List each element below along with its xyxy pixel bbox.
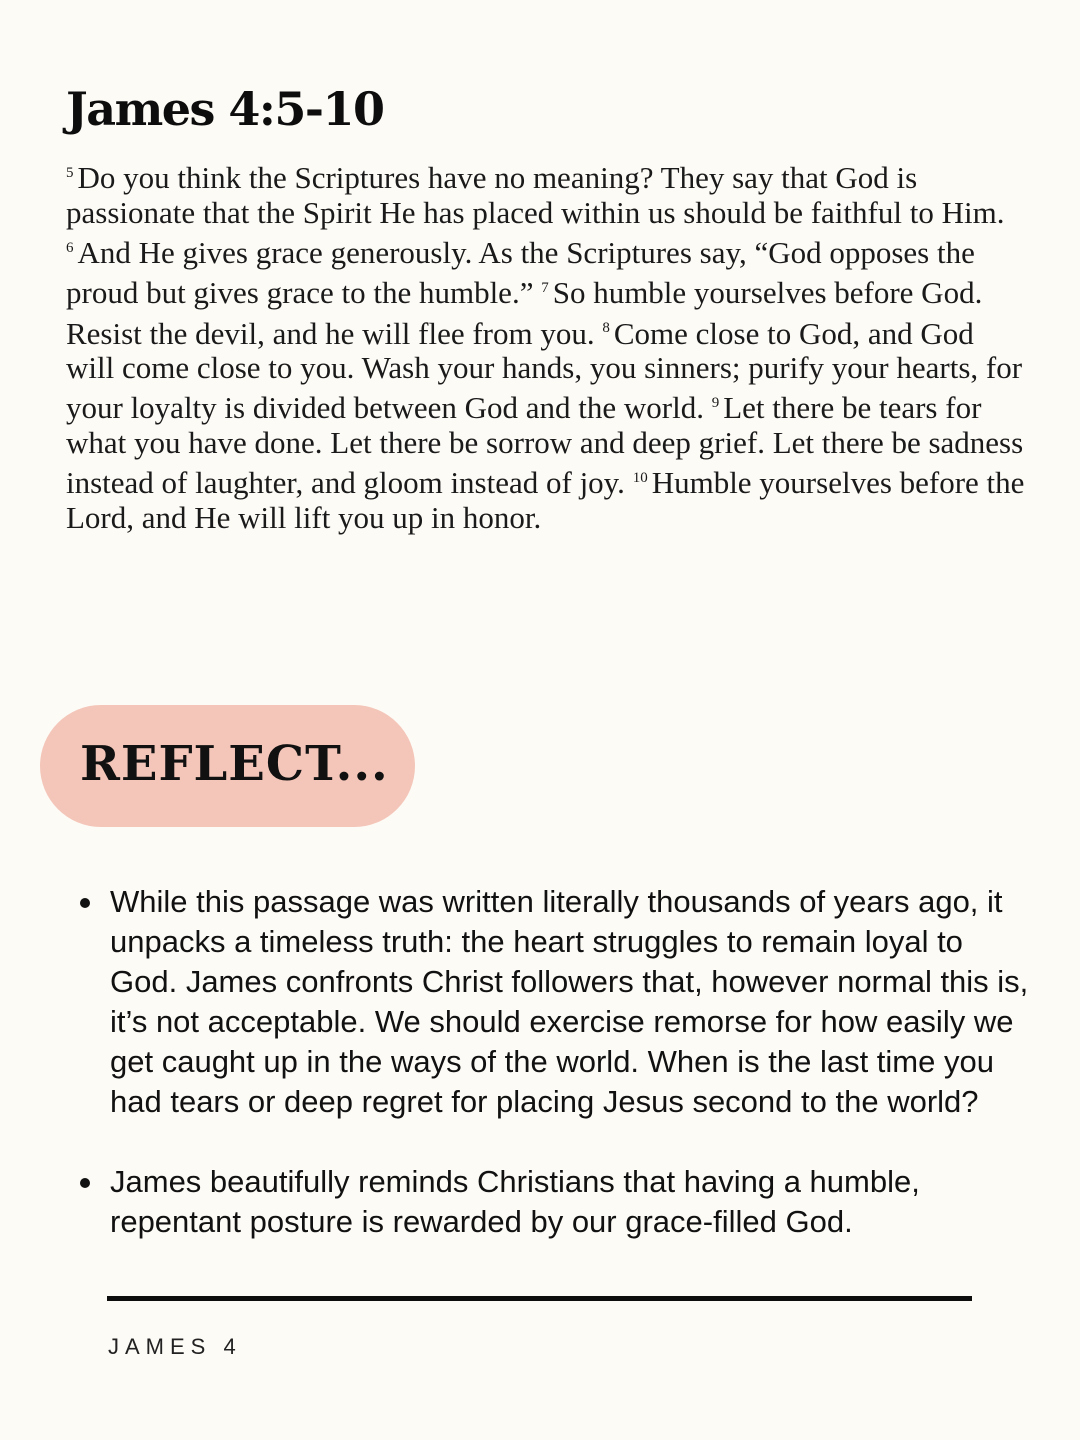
verse-number: 10 [632, 470, 648, 487]
divider [107, 1296, 972, 1301]
reflect-heading: REFLECT... [80, 736, 389, 792]
verse-text: Humble yourselves before the Lord, and He will lift you up in honor. [66, 465, 1025, 536]
verse-text: So humble yourselves before God. Resist the devil, and he will flee from you. [66, 275, 983, 351]
verse [66, 160, 1004, 230]
verse-text: Come close to God, and God will come close to you. Wash your hands, you sinners; purify your hearts, for your loyalty is divided between God and the world. [66, 315, 1023, 426]
verse-number: 8 [602, 320, 610, 337]
page-title: James 4:5-10 [66, 82, 384, 136]
list-item: James beautifully reminds Christians that having a humble, repentant posture is rewarded by our grace-filled God. [110, 1162, 1030, 1242]
verse-text: And He gives grace generously. As the Scriptures say, “God opposes the proud but gives grace to the humble.” [66, 235, 975, 311]
scripture-passage [66, 156, 1026, 536]
list-item: While this passage was written literally thousands of years ago, it unpacks a timeless truth: the heart struggles to remain loyal to God. James confronts Christ followers that, however normal this is, it’s not acceptable. We should exercise remorse for how easily we get caught up in the ways of the world. When is the last time you had tears or deep regret for placing Jesus second to the world? [110, 882, 1030, 1122]
verse-number: 6 [66, 239, 74, 256]
verse-number: 5 [66, 165, 74, 181]
footer-label: JAMES 4 [108, 1334, 242, 1359]
verse-text: Do you think the Scriptures have no meaning? They say that God is passionate that the Spirit He has placed within us should be faithful to Him. [66, 160, 1005, 231]
verse-text: Let there be tears for what you have done. Let there be sorrow and deep grief. Let there be sadness instead of laughter, and gloom instead of joy. [66, 390, 1024, 501]
reflection-list [110, 882, 1030, 1282]
verse-number: 7 [541, 280, 549, 297]
verse-number: 9 [711, 395, 720, 412]
